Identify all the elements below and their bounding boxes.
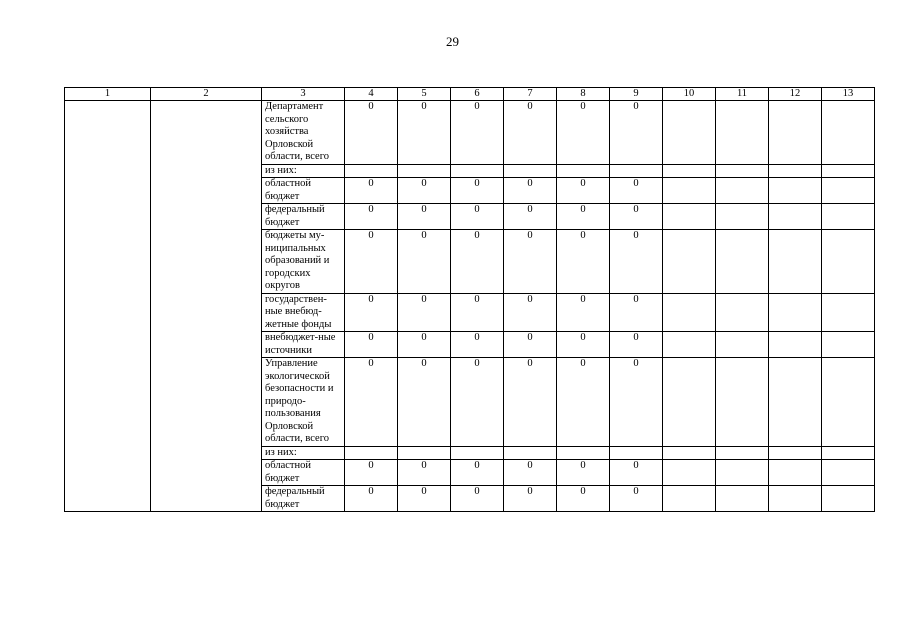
value-cell: 0	[610, 486, 663, 512]
value-cell: 0	[504, 358, 557, 447]
value-cell	[716, 358, 769, 447]
value-cell	[769, 358, 822, 447]
value-cell	[610, 164, 663, 178]
value-cell: 0	[398, 460, 451, 486]
value-cell: 0	[504, 332, 557, 358]
value-cell	[822, 101, 875, 165]
value-cell	[663, 101, 716, 165]
row-label: внебюджет-ные источники	[262, 332, 345, 358]
value-cell	[663, 446, 716, 460]
value-cell: 0	[504, 204, 557, 230]
value-cell	[716, 486, 769, 512]
value-cell	[663, 332, 716, 358]
value-cell	[822, 293, 875, 332]
value-cell: 0	[345, 101, 398, 165]
header-cell: 7	[504, 88, 557, 101]
value-cell: 0	[610, 101, 663, 165]
value-cell: 0	[451, 486, 504, 512]
row-label: государствен-ные внебюд-жетные фонды	[262, 293, 345, 332]
value-cell: 0	[398, 101, 451, 165]
row-label: областной бюджет	[262, 178, 345, 204]
value-cell	[663, 460, 716, 486]
value-cell	[822, 178, 875, 204]
value-cell	[769, 101, 822, 165]
value-cell: 0	[610, 358, 663, 447]
value-cell	[769, 230, 822, 294]
value-cell	[822, 446, 875, 460]
value-cell: 0	[610, 230, 663, 294]
value-cell: 0	[345, 486, 398, 512]
value-cell: 0	[610, 332, 663, 358]
value-cell: 0	[451, 178, 504, 204]
value-cell: 0	[610, 178, 663, 204]
value-cell: 0	[345, 332, 398, 358]
value-cell	[822, 204, 875, 230]
value-cell	[504, 446, 557, 460]
value-cell: 0	[451, 101, 504, 165]
header-cell: 1	[65, 88, 151, 101]
value-cell: 0	[557, 178, 610, 204]
value-cell: 0	[451, 332, 504, 358]
header-cell: 12	[769, 88, 822, 101]
value-cell	[716, 332, 769, 358]
row-label: областной бюджет	[262, 460, 345, 486]
value-cell	[345, 164, 398, 178]
header-row	[65, 88, 875, 101]
header-cell: 10	[663, 88, 716, 101]
table-row	[65, 101, 875, 165]
value-cell	[663, 164, 716, 178]
header-cell: 13	[822, 88, 875, 101]
value-cell: 0	[345, 230, 398, 294]
header-cell: 5	[398, 88, 451, 101]
value-cell	[504, 164, 557, 178]
row-label: федеральный бюджет	[262, 486, 345, 512]
value-cell: 0	[398, 230, 451, 294]
value-cell	[663, 293, 716, 332]
value-cell: 0	[398, 293, 451, 332]
value-cell	[716, 446, 769, 460]
value-cell: 0	[557, 230, 610, 294]
value-cell: 0	[398, 178, 451, 204]
value-cell	[663, 178, 716, 204]
value-cell	[345, 446, 398, 460]
value-cell	[716, 204, 769, 230]
value-cell: 0	[557, 101, 610, 165]
value-cell: 0	[610, 460, 663, 486]
value-cell	[769, 332, 822, 358]
value-cell	[451, 446, 504, 460]
value-cell	[769, 486, 822, 512]
value-cell	[769, 178, 822, 204]
value-cell	[451, 164, 504, 178]
header-cell: 8	[557, 88, 610, 101]
value-cell	[663, 358, 716, 447]
page-number: 29	[446, 34, 459, 49]
header-cell: 3	[262, 88, 345, 101]
value-cell	[716, 178, 769, 204]
value-cell	[769, 446, 822, 460]
value-cell	[557, 164, 610, 178]
value-cell: 0	[504, 230, 557, 294]
column-1-cell	[65, 101, 151, 512]
value-cell	[769, 460, 822, 486]
value-cell: 0	[398, 486, 451, 512]
value-cell	[716, 293, 769, 332]
value-cell: 0	[557, 358, 610, 447]
value-cell	[663, 204, 716, 230]
value-cell	[822, 230, 875, 294]
row-label: из них:	[262, 446, 345, 460]
value-cell: 0	[345, 358, 398, 447]
value-cell	[822, 460, 875, 486]
row-label: из них:	[262, 164, 345, 178]
value-cell: 0	[557, 332, 610, 358]
value-cell	[716, 164, 769, 178]
row-label: Управление экологической безопасности и природо-пользования Орловской области, всего	[262, 358, 345, 447]
value-cell: 0	[504, 293, 557, 332]
value-cell: 0	[610, 204, 663, 230]
row-label: федеральный бюджет	[262, 204, 345, 230]
value-cell: 0	[398, 358, 451, 447]
value-cell: 0	[557, 204, 610, 230]
value-cell	[769, 204, 822, 230]
value-cell	[822, 486, 875, 512]
value-cell: 0	[345, 460, 398, 486]
value-cell	[822, 358, 875, 447]
value-cell: 0	[504, 178, 557, 204]
row-label: Департамент сельского хозяйства Орловской области, всего	[262, 101, 345, 165]
value-cell: 0	[504, 101, 557, 165]
value-cell	[822, 164, 875, 178]
value-cell: 0	[451, 358, 504, 447]
header-cell: 11	[716, 88, 769, 101]
value-cell	[557, 446, 610, 460]
value-cell: 0	[451, 293, 504, 332]
row-label: бюджеты му-ниципальных образований и городских округов	[262, 230, 345, 294]
value-cell: 0	[557, 460, 610, 486]
value-cell	[822, 332, 875, 358]
value-cell	[769, 293, 822, 332]
value-cell: 0	[451, 230, 504, 294]
value-cell	[398, 446, 451, 460]
value-cell: 0	[345, 178, 398, 204]
value-cell	[610, 446, 663, 460]
header-cell: 9	[610, 88, 663, 101]
value-cell	[716, 230, 769, 294]
value-cell: 0	[557, 486, 610, 512]
header-cell: 4	[345, 88, 398, 101]
value-cell: 0	[398, 204, 451, 230]
value-cell	[663, 230, 716, 294]
value-cell: 0	[610, 293, 663, 332]
value-cell: 0	[504, 486, 557, 512]
value-cell: 0	[451, 460, 504, 486]
value-cell	[398, 164, 451, 178]
value-cell	[663, 486, 716, 512]
header-cell: 2	[151, 88, 262, 101]
value-cell: 0	[345, 293, 398, 332]
value-cell	[716, 460, 769, 486]
value-cell: 0	[557, 293, 610, 332]
column-2-cell	[151, 101, 262, 512]
value-cell: 0	[504, 460, 557, 486]
header-cell: 6	[451, 88, 504, 101]
value-cell: 0	[398, 332, 451, 358]
value-cell	[769, 164, 822, 178]
value-cell	[716, 101, 769, 165]
budget-table	[64, 87, 875, 512]
value-cell: 0	[451, 204, 504, 230]
value-cell: 0	[345, 204, 398, 230]
